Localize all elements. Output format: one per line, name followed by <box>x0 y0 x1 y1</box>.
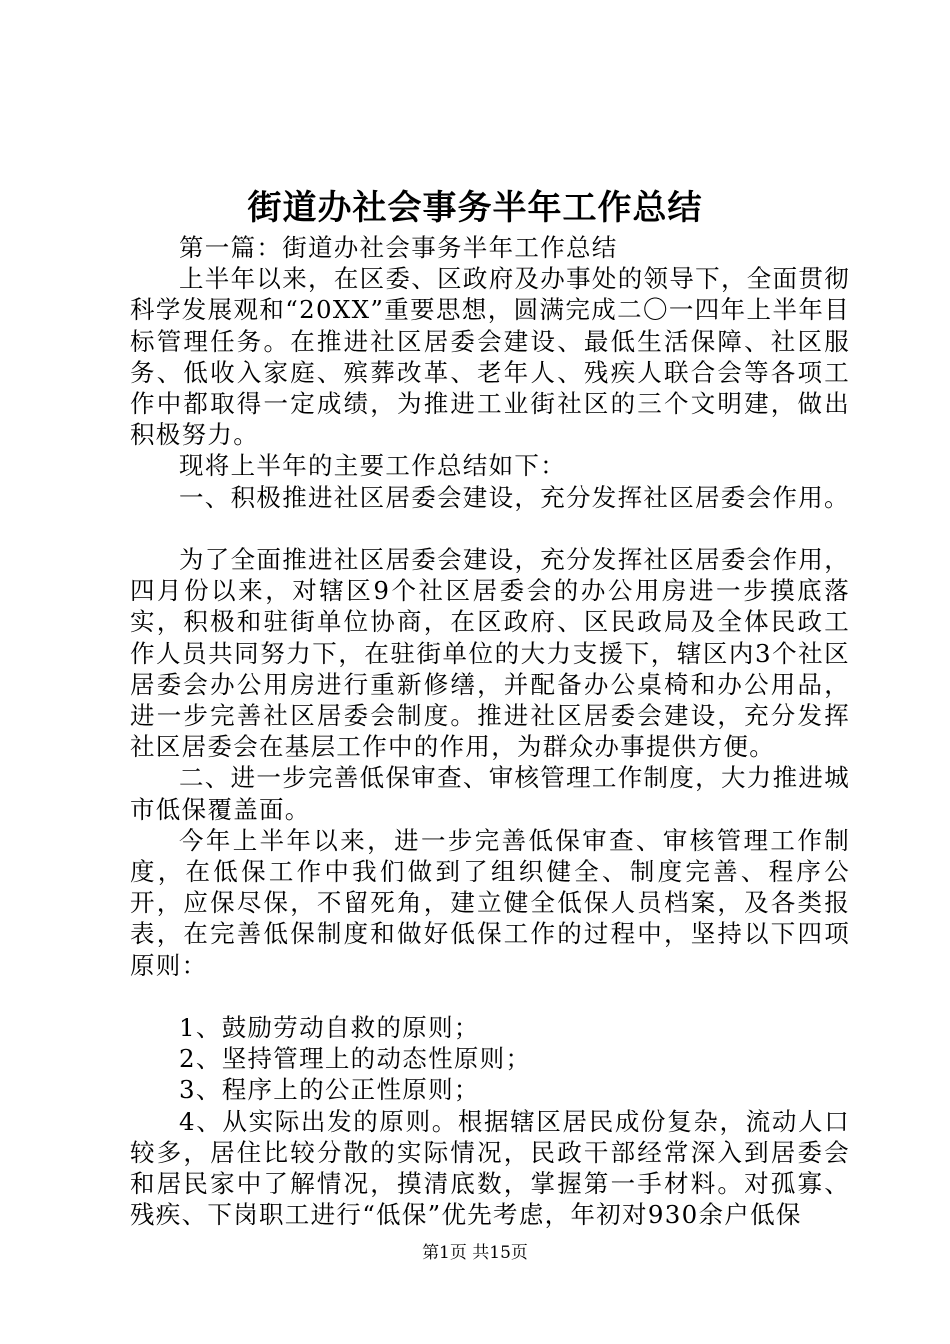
paragraph-intro: 上半年以来，在区委、区政府及办事处的领导下，全面贯彻科学发展观和“20XX”重要思想，圆满完成二〇一四年上半年目标管理任务。在推进社区居委会建设、最低生活保障、社区服务、低收入家庭、殡葬改革、老年人、残疾人联合会等各项工作中都取得一定成绩，为推进工业街社区的三个文明建，做出积极努力。 <box>130 264 850 450</box>
list-item-principle-3: 3、程序上的公正性原则； <box>179 1075 480 1105</box>
list-item-principle-2: 2、坚持管理上的动态性原则； <box>179 1044 532 1074</box>
paragraph-section-2: 今年上半年以来，进一步完善低保审查、审核管理工作制度，在低保工作中我们做到了组织健全、制度完善、程序公开，应保尽保，不留死角，建立健全低保人员档案，及各类报表，在完善低保制度和做好低保工作的过程中，坚持以下四项原则： <box>130 825 850 980</box>
document-body <box>130 232 850 1230</box>
list-item-principle-4: 4、从实际出发的原则。根据辖区居民成份复杂，流动人口较多，居住比较分散的实际情况，民政干部经常深入到居委会和居民家中了解情况，摸清底数，掌握第一手材料。对孤寡、残疾、下岗职工进行“低保”优先考虑，年初对930余户低保 <box>130 1106 850 1230</box>
section-heading-2: 二、进一步完善低保审查、审核管理工作制度，大力推进城市低保覆盖面。 <box>130 763 850 824</box>
paragraph-section-1: 为了全面推进社区居委会建设，充分发挥社区居委会作用，四月份以来，对辖区9个社区居委会的办公用房进一步摸底落实，积极和驻街单位协商，在区政府、区民政局及全体民政工作人员共同努力下，在驻街单位的大力支援下，辖区内3个社区居委会办公用房进行重新修缮，并配备办公桌椅和办公用品，进一步完善社区居委会制度。推进社区居委会建设，充分发挥社区居委会在基层工作中的作用，为群众办事提供方便。 <box>130 545 850 762</box>
document-title: 街道办社会事务半年工作总结 <box>247 188 703 228</box>
page-footer: 第1页 共15页 <box>422 1243 528 1263</box>
paragraph-part-heading: 第一篇：街道办社会事务半年工作总结 <box>179 233 618 262</box>
paragraph-summary-lead: 现将上半年的主要工作总结如下： <box>179 451 566 481</box>
section-heading-1: 一、积极推进社区居委会建设，充分发挥社区居委会作用。 <box>179 482 850 512</box>
list-item-principle-1: 1、鼓励劳动自救的原则； <box>179 1013 480 1043</box>
